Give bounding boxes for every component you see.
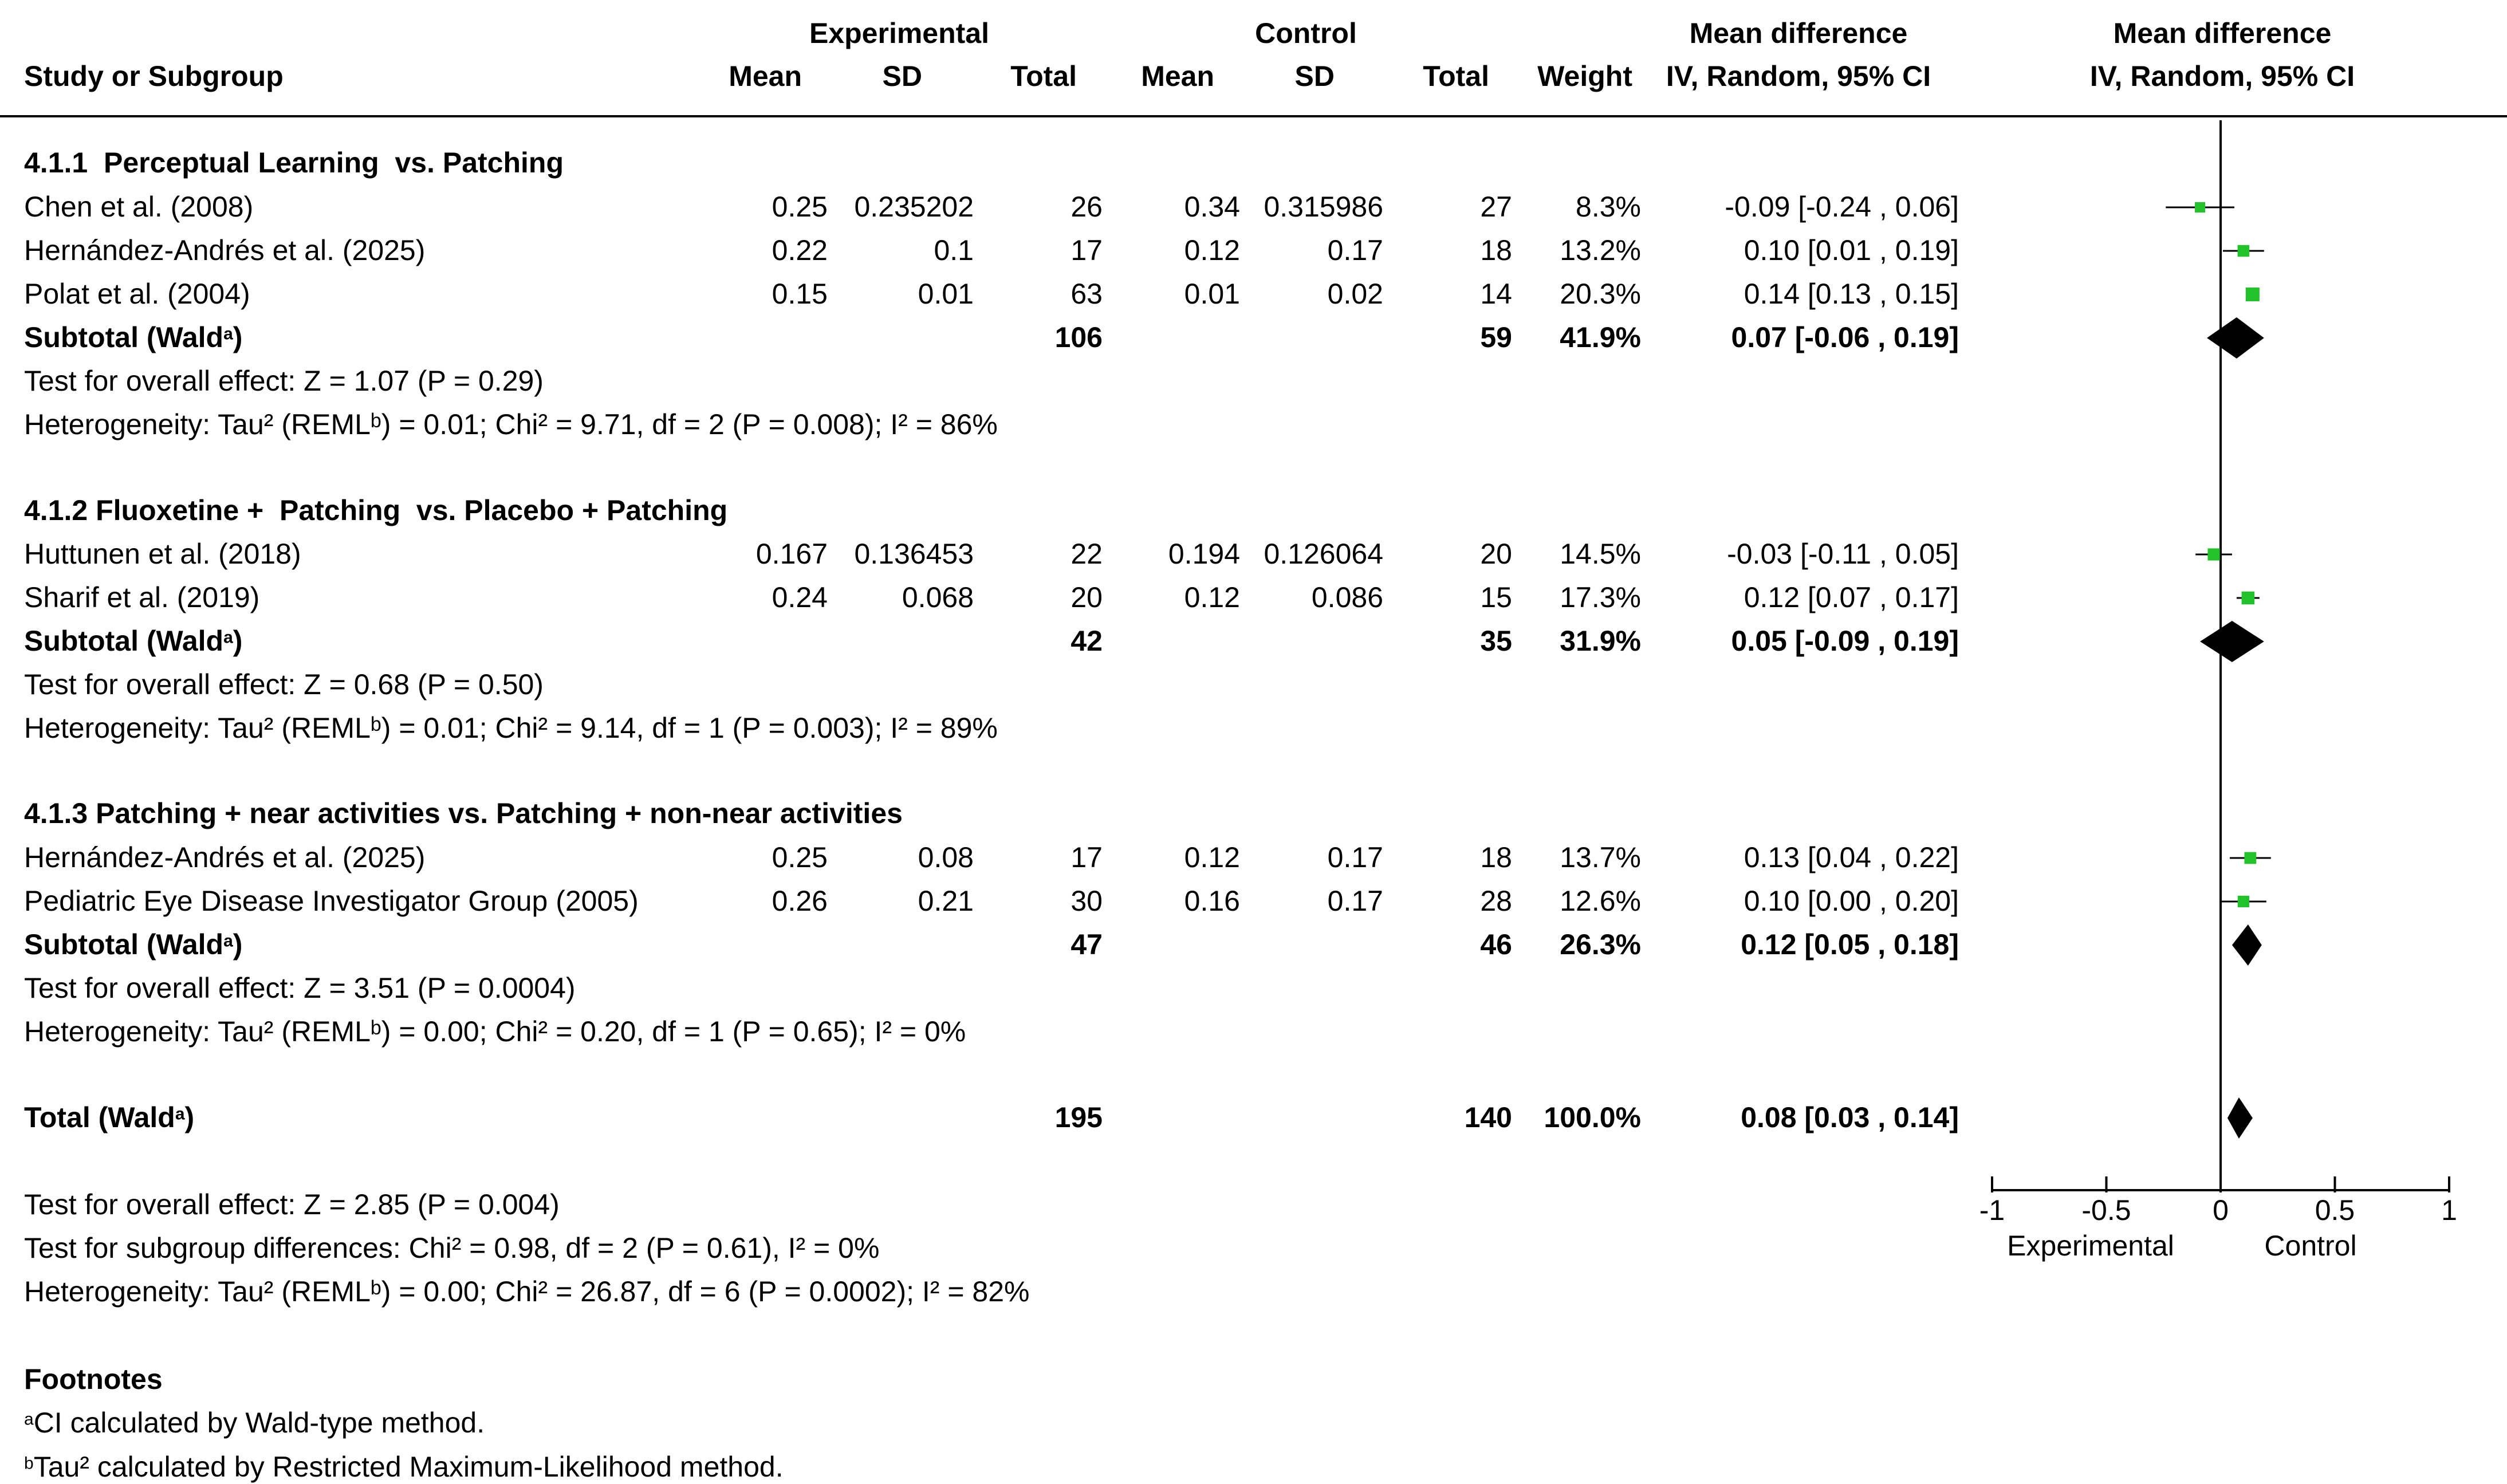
exp-total: 20: [1071, 581, 1103, 613]
study-column-header: Study or Subgroup: [24, 60, 284, 92]
subtotal-ctrl-total: 59: [1480, 321, 1512, 353]
control-group-header: Control: [1255, 17, 1357, 49]
x-axis-tick-label: 0: [2213, 1194, 2229, 1226]
footnotes-title: Footnotes: [24, 1363, 163, 1395]
ctrl-mean: 0.12: [1184, 234, 1240, 266]
md-column-title: Mean difference: [1689, 17, 1908, 49]
overall-effect-test: Test for overall effect: Z = 3.51 (P = 0.0004): [24, 972, 576, 1004]
study-point-marker: [2238, 245, 2250, 257]
ctrl-mean: 0.34: [1184, 191, 1240, 223]
subgroup-differences-test: Test for subgroup differences: Chi² = 0.98, df = 2 (P = 0.61), I² = 0%: [24, 1232, 880, 1264]
ci-text: 0.13 [0.04 , 0.22]: [1744, 841, 1959, 873]
ctrl-mean: 0.194: [1168, 538, 1240, 570]
subtotal-diamond: [2232, 924, 2262, 966]
exp-mean: 0.22: [772, 234, 828, 266]
exp-total: 26: [1071, 191, 1103, 223]
weight: 13.2%: [1560, 234, 1641, 266]
total-weight: 100.0%: [1544, 1101, 1641, 1133]
footnote-b: $^b$Tau² calculated by Restricted Maximum-Likelihood method.: [24, 1451, 784, 1483]
subtotal-ctrl-total: 46: [1480, 928, 1512, 961]
weight: 12.6%: [1560, 885, 1641, 917]
subtotal-label: Subtotal (Wald$^a$): [24, 625, 243, 657]
study-name: Chen et al. (2008): [24, 191, 254, 223]
weight: 8.3%: [1576, 191, 1641, 223]
ctrl-total: 14: [1480, 278, 1512, 310]
exp-mean: 0.25: [772, 841, 828, 873]
subtotal-label: Subtotal (Wald$^a$): [24, 928, 243, 961]
favours-control-label: Control: [2264, 1230, 2357, 1262]
exp-total: 22: [1071, 538, 1103, 570]
subtotal-diamond: [2207, 317, 2264, 359]
ctrl-total: 20: [1480, 538, 1512, 570]
total-heterogeneity-stat: Heterogeneity: Tau² (REMLᵇ) = 0.00; Chi² = 26.87, df = 6 (P = 0.0002); I² = 82%: [24, 1276, 1030, 1308]
study-point-marker: [2195, 202, 2205, 212]
exp-total: 17: [1071, 234, 1103, 266]
weight: 13.7%: [1560, 841, 1641, 873]
ctrl-sd-header: SD: [1294, 60, 1335, 92]
total-ci-text: 0.08 [0.03 , 0.14]: [1741, 1101, 1959, 1133]
subtotal-exp-total: 42: [1071, 625, 1103, 657]
subtotal-ci-text: 0.07 [-0.06 , 0.19]: [1731, 321, 1959, 353]
subtotal-ci-text: 0.12 [0.05 , 0.18]: [1741, 928, 1959, 961]
ctrl-mean: 0.12: [1184, 841, 1240, 873]
exp-mean: 0.15: [772, 278, 828, 310]
subtotal-weight: 26.3%: [1560, 928, 1641, 961]
ctrl-sd: 0.086: [1311, 581, 1383, 613]
ci-text: -0.09 [-0.24 , 0.06]: [1725, 191, 1959, 223]
subtotal-diamond: [2200, 621, 2264, 662]
subgroup-title: 4.1.2 Fluoxetine + Patching vs. Placebo + Patching: [24, 494, 728, 526]
weight-header: Weight: [1537, 60, 1632, 92]
ctrl-total: 18: [1480, 841, 1512, 873]
total-ctrl-total: 140: [1464, 1101, 1512, 1133]
exp-sd: 0.068: [902, 581, 974, 613]
overall-effect-test: Test for overall effect: Z = 0.68 (P = 0.50): [24, 668, 544, 700]
exp-mean: 0.25: [772, 191, 828, 223]
ci-text: 0.10 [0.01 , 0.19]: [1744, 234, 1959, 266]
ctrl-sd: 0.17: [1327, 841, 1383, 873]
ctrl-sd: 0.315986: [1264, 191, 1383, 223]
weight: 14.5%: [1560, 538, 1641, 570]
favours-experimental-label: Experimental: [2007, 1230, 2174, 1262]
x-axis-tick-label: 1: [2441, 1194, 2457, 1226]
ci-text: -0.03 [-0.11 , 0.05]: [1727, 538, 1959, 570]
total-label: Total (Wald$^a$): [24, 1101, 195, 1133]
ctrl-sd: 0.17: [1327, 885, 1383, 917]
plot-column-title: Mean difference: [2113, 17, 2332, 49]
subtotal-ctrl-total: 35: [1480, 625, 1512, 657]
ctrl-sd: 0.17: [1327, 234, 1383, 266]
ci-text: 0.14 [0.13 , 0.15]: [1744, 278, 1959, 310]
study-point-marker: [2244, 852, 2256, 864]
overall-effect-test: Test for overall effect: Z = 1.07 (P = 0.29): [24, 365, 544, 397]
study-point-marker: [2207, 548, 2219, 560]
ctrl-total: 28: [1480, 885, 1512, 917]
exp-sd: 0.1: [934, 234, 974, 266]
weight: 20.3%: [1560, 278, 1641, 310]
study-name: Huttunen et al. (2018): [24, 538, 301, 570]
subtotal-exp-total: 106: [1054, 321, 1103, 353]
x-axis-tick-label: -0.5: [2081, 1194, 2131, 1226]
ctrl-sd: 0.126064: [1264, 538, 1383, 570]
exp-sd-header: SD: [882, 60, 922, 92]
exp-sd: 0.235202: [854, 191, 974, 223]
exp-mean: 0.24: [772, 581, 828, 613]
subgroup-title: 4.1.1 Perceptual Learning vs. Patching: [24, 147, 564, 179]
weight: 17.3%: [1560, 581, 1641, 613]
ctrl-total: 18: [1480, 234, 1512, 266]
exp-total: 17: [1071, 841, 1103, 873]
study-point-marker: [2242, 592, 2255, 605]
ctrl-mean-header: Mean: [1141, 60, 1214, 92]
heterogeneity-stat: Heterogeneity: Tau² (REMLᵇ) = 0.00; Chi² = 0.20, df = 1 (P = 0.65); I² = 0%: [24, 1015, 966, 1048]
exp-mean-header: Mean: [729, 60, 802, 92]
total-overall-effect-test: Test for overall effect: Z = 2.85 (P = 0.004): [24, 1188, 560, 1221]
exp-total-header: Total: [1010, 60, 1077, 92]
study-point-marker: [2238, 896, 2249, 907]
x-axis-tick-label: 0.5: [2315, 1194, 2355, 1226]
study-name: Pediatric Eye Disease Investigator Group (2005): [24, 885, 639, 917]
exp-mean: 0.26: [772, 885, 828, 917]
heterogeneity-stat: Heterogeneity: Tau² (REMLᵇ) = 0.01; Chi² = 9.71, df = 2 (P = 0.008); I² = 86%: [24, 408, 998, 440]
experimental-group-header: Experimental: [809, 17, 989, 49]
heterogeneity-stat: Heterogeneity: Tau² (REMLᵇ) = 0.01; Chi² = 9.14, df = 1 (P = 0.003); I² = 89%: [24, 712, 998, 744]
ctrl-mean: 0.12: [1184, 581, 1240, 613]
ctrl-sd: 0.02: [1327, 278, 1383, 310]
subtotal-ci-text: 0.05 [-0.09 , 0.19]: [1731, 625, 1959, 657]
study-point-marker: [2246, 288, 2260, 301]
exp-total: 30: [1071, 885, 1103, 917]
ctrl-total: 27: [1480, 191, 1512, 223]
exp-mean: 0.167: [755, 538, 828, 570]
ci-text: 0.10 [0.00 , 0.20]: [1744, 885, 1959, 917]
exp-sd: 0.136453: [854, 538, 974, 570]
subtotal-weight: 31.9%: [1560, 625, 1641, 657]
footnote-a: $^a$CI calculated by Wald-type method.: [24, 1407, 485, 1439]
study-name: Sharif et al. (2019): [24, 581, 260, 613]
ci-text: 0.12 [0.07 , 0.17]: [1744, 581, 1959, 613]
subtotal-weight: 41.9%: [1560, 321, 1641, 353]
total-diamond: [2227, 1097, 2253, 1139]
x-axis-tick-label: -1: [1979, 1194, 2005, 1226]
study-name: Polat et al. (2004): [24, 278, 250, 310]
total-exp-total: 195: [1054, 1101, 1103, 1133]
study-name: Hernández-Andrés et al. (2025): [24, 841, 426, 873]
header-rule: [0, 115, 2507, 117]
exp-sd: 0.21: [918, 885, 974, 917]
exp-total: 63: [1071, 278, 1103, 310]
ctrl-mean: 0.01: [1184, 278, 1240, 310]
subtotal-label: Subtotal (Wald$^a$): [24, 321, 243, 353]
plot-method-header: IV, Random, 95% CI: [2089, 60, 2355, 92]
md-method-header: IV, Random, 95% CI: [1666, 60, 1931, 92]
exp-sd: 0.01: [918, 278, 974, 310]
subtotal-exp-total: 47: [1071, 928, 1103, 961]
study-name: Hernández-Andrés et al. (2025): [24, 234, 426, 266]
ctrl-total-header: Total: [1423, 60, 1489, 92]
ctrl-total: 15: [1480, 581, 1512, 613]
subgroup-title: 4.1.3 Patching + near activities vs. Patching + non-near activities: [24, 797, 903, 829]
exp-sd: 0.08: [918, 841, 974, 873]
ctrl-mean: 0.16: [1184, 885, 1240, 917]
